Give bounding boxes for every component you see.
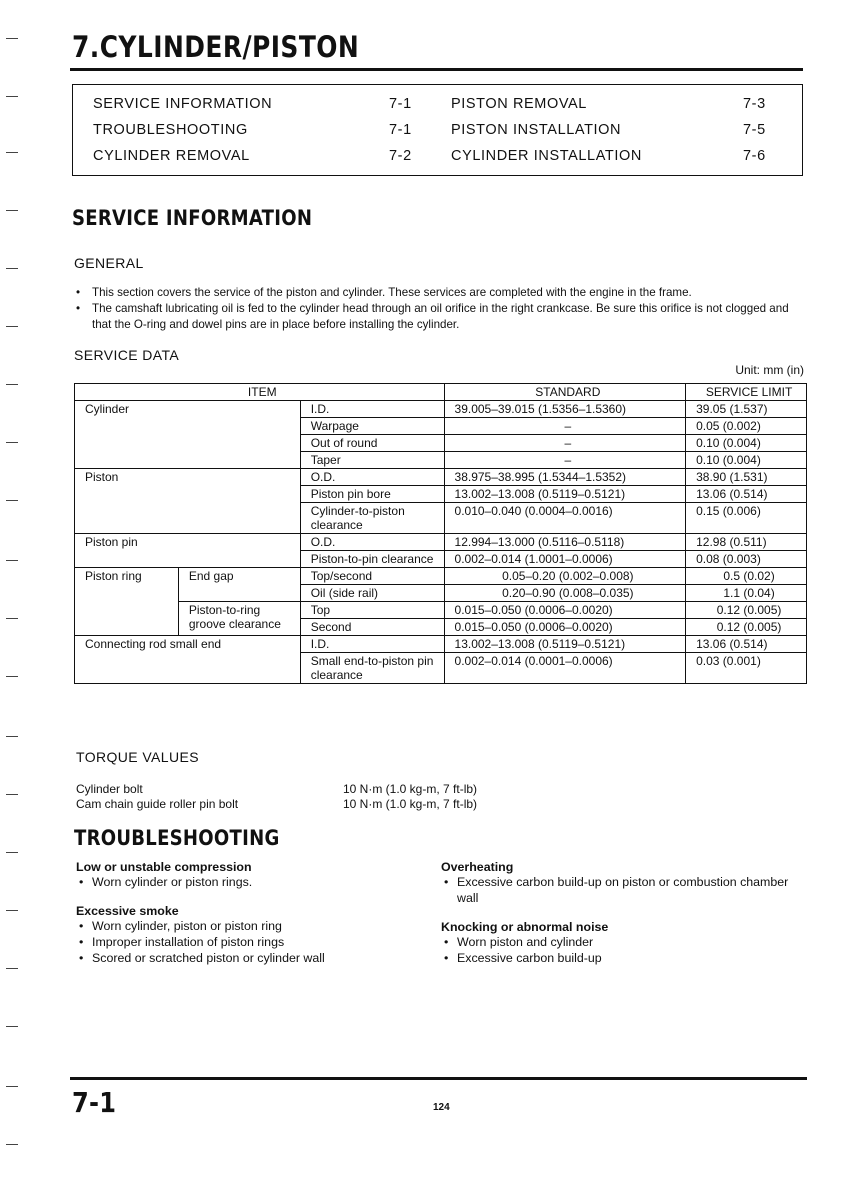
limit-value: 0.03 (0.001) [686,653,807,684]
cause-text: Excessive carbon build-up on piston or combustion chamber wall [457,875,789,905]
standard-value: 13.002–13.008 (0.5119–0.5121) [444,486,686,503]
header-standard: STANDARD [444,384,686,401]
limit-value: 1.1 (0.04) [686,585,807,602]
standard-value: 0.015–0.050 (0.0006–0.0020) [444,602,686,619]
limit-value: 0.5 (0.02) [686,568,807,585]
title-rule [70,68,803,71]
standard-value: – [444,452,686,469]
torque-item: Cam chain guide roller pin bolt [76,797,239,811]
limit-value: 0.12 (0.005) [686,619,807,636]
item-label: Second [300,619,444,636]
item-group: Piston [75,469,301,534]
standard-value: 0.010–0.040 (0.0004–0.0016) [444,503,686,534]
standard-value: 39.005–39.015 (1.5356–1.5360) [444,401,686,418]
item-label: O.D. [300,469,444,486]
torque-heading: TORQUE VALUES [76,749,199,765]
toc-item-page: 7-1 [389,96,412,112]
item-subgroup: Piston-to-ring groove clearance [178,602,300,636]
torque-value: 10 N·m (1.0 kg-m, 7 ft-lb) [343,797,478,811]
item-group: Piston ring [75,568,179,636]
margin-mark [6,736,18,737]
header-item: ITEM [75,384,445,401]
limit-value: 39.05 (1.537) [686,401,807,418]
table-row [75,602,807,619]
general-item [76,285,804,301]
chapter-title: 7.CYLINDER/PISTON [72,30,360,64]
footer-page-number: 124 [433,1102,450,1113]
margin-mark [6,268,18,269]
table-header-row [75,384,807,401]
toc-item-label: PISTON REMOVAL [451,96,587,112]
bullet-icon: • [79,919,84,933]
toc-item-label: PISTON INSTALLATION [451,122,622,138]
table-row [75,568,807,585]
margin-mark [6,326,18,327]
limit-value: 0.12 (0.005) [686,602,807,619]
limit-value: 13.06 (0.514) [686,486,807,503]
bullet-icon: • [76,286,81,299]
standard-value: 0.002–0.014 (1.0001–0.0006) [444,551,686,568]
torque-item: Cylinder bolt [76,782,143,796]
toc-item-page: 7-5 [743,122,766,138]
cause-item [441,874,807,906]
table-row [75,534,807,551]
margin-mark [6,560,18,561]
margin-mark [6,1026,18,1027]
service-data-heading: SERVICE DATA [74,347,180,363]
item-subgroup: End gap [178,568,300,602]
margin-mark [6,96,18,97]
toc-item-page: 7-6 [743,148,766,164]
item-label: I.D. [300,636,444,653]
margin-mark [6,852,18,853]
margin-mark [6,442,18,443]
footer-page-label: 7-1 [72,1086,117,1119]
bullet-icon: • [76,302,81,315]
item-group: Connecting rod small end [75,636,301,684]
item-group: Piston pin [75,534,301,568]
standard-value: 12.994–13.000 (0.5116–0.5118) [444,534,686,551]
margin-mark [6,618,18,619]
cause-text: Excessive carbon build-up [457,951,602,965]
bullet-icon: • [444,935,449,949]
limit-value: 13.06 (0.514) [686,636,807,653]
troubleshooting-left-column [76,860,416,966]
margin-mark [6,500,18,501]
item-label: Taper [300,452,444,469]
symptom-title: Knocking or abnormal noise [441,920,609,934]
toc-item-page: 7-1 [389,122,412,138]
standard-value: 13.002–13.008 (0.5119–0.5121) [444,636,686,653]
header-limit: SERVICE LIMIT [686,384,807,401]
margin-mark [6,384,18,385]
item-label: Top/second [300,568,444,585]
margin-mark [6,1086,18,1087]
limit-value: 38.90 (1.531) [686,469,807,486]
margin-mark [6,152,18,153]
item-label: O.D. [300,534,444,551]
toc-item-label: CYLINDER INSTALLATION [451,148,642,164]
item-label: Cylinder-to-piston clearance [300,503,444,534]
cause-item [441,950,807,966]
limit-value: 12.98 (0.511) [686,534,807,551]
bullet-icon: • [79,875,84,889]
cause-text: Scored or scratched piston or cylinder wall [92,951,325,965]
item-label: Out of round [300,435,444,452]
torque-value: 10 N·m (1.0 kg-m, 7 ft-lb) [343,782,478,796]
limit-value: 0.10 (0.004) [686,435,807,452]
standard-value: – [444,418,686,435]
general-item [76,301,804,333]
item-label: I.D. [300,401,444,418]
table-row [75,469,807,486]
limit-value: 0.08 (0.003) [686,551,807,568]
section-heading-troubleshooting: TROUBLESHOOTING [74,826,280,850]
margin-mark [6,968,18,969]
standard-value: 0.002–0.014 (0.0001–0.0006) [444,653,686,684]
troubleshooting-right-column [441,860,807,966]
limit-value: 0.05 (0.002) [686,418,807,435]
standard-value: 0.05–0.20 (0.002–0.008) [444,568,686,585]
cause-item [76,918,416,934]
item-label: Warpage [300,418,444,435]
limit-value: 0.10 (0.004) [686,452,807,469]
table-row [75,636,807,653]
bullet-icon: • [79,951,84,965]
cause-item [76,874,416,890]
margin-mark [6,794,18,795]
item-label: Oil (side rail) [300,585,444,602]
section-heading-service-info: SERVICE INFORMATION [72,206,313,230]
symptom-title: Low or unstable compression [76,860,252,874]
footer-rule [70,1077,807,1080]
general-heading: GENERAL [74,255,144,271]
cause-item [441,934,807,950]
table-row [75,401,807,418]
cause-text: Worn cylinder or piston rings. [92,875,253,889]
symptom-title: Excessive smoke [76,904,179,918]
standard-value: 0.20–0.90 (0.008–0.035) [444,585,686,602]
cause-text: Worn piston and cylinder [457,935,594,949]
standard-value: 0.015–0.050 (0.0006–0.0020) [444,619,686,636]
cause-item [76,934,416,950]
cause-item [76,950,416,966]
item-label: Piston pin bore [300,486,444,503]
table-of-contents [72,84,803,176]
toc-item-page: 7-2 [389,148,412,164]
item-label: Piston-to-pin clearance [300,551,444,568]
bullet-icon: • [79,935,84,949]
toc-item-label: SERVICE INFORMATION [93,96,273,112]
cause-text: Improper installation of piston rings [92,935,285,949]
margin-mark [6,676,18,677]
cause-text: Worn cylinder, piston or piston ring [92,919,282,933]
standard-value: 38.975–38.995 (1.5344–1.5352) [444,469,686,486]
symptom-title: Overheating [441,860,514,874]
margin-mark [6,210,18,211]
item-label: Top [300,602,444,619]
general-item-text: This section covers the service of the piston and cylinder. These services are completed with the engine in the frame. [92,286,692,299]
limit-value: 0.15 (0.006) [686,503,807,534]
toc-item-label: TROUBLESHOOTING [93,122,248,138]
standard-value: – [444,435,686,452]
toc-item-page: 7-3 [743,96,766,112]
toc-item-label: CYLINDER REMOVAL [93,148,250,164]
item-label: Small end-to-piston pin clearance [300,653,444,684]
unit-label: Unit: mm (in) [735,363,804,377]
margin-mark [6,910,18,911]
bullet-icon: • [444,951,449,965]
item-group: Cylinder [75,401,301,469]
bullet-icon: • [444,875,449,889]
general-item-text: The camshaft lubricating oil is fed to the cylinder head through an oil orifice in the right crankcase. Be sure this orifice is not clogged and that the O-ring and dowel pins are in place before installing the cylinder. [92,302,789,331]
service-data-table [74,383,807,684]
margin-mark [6,1144,18,1145]
margin-mark [6,38,18,39]
